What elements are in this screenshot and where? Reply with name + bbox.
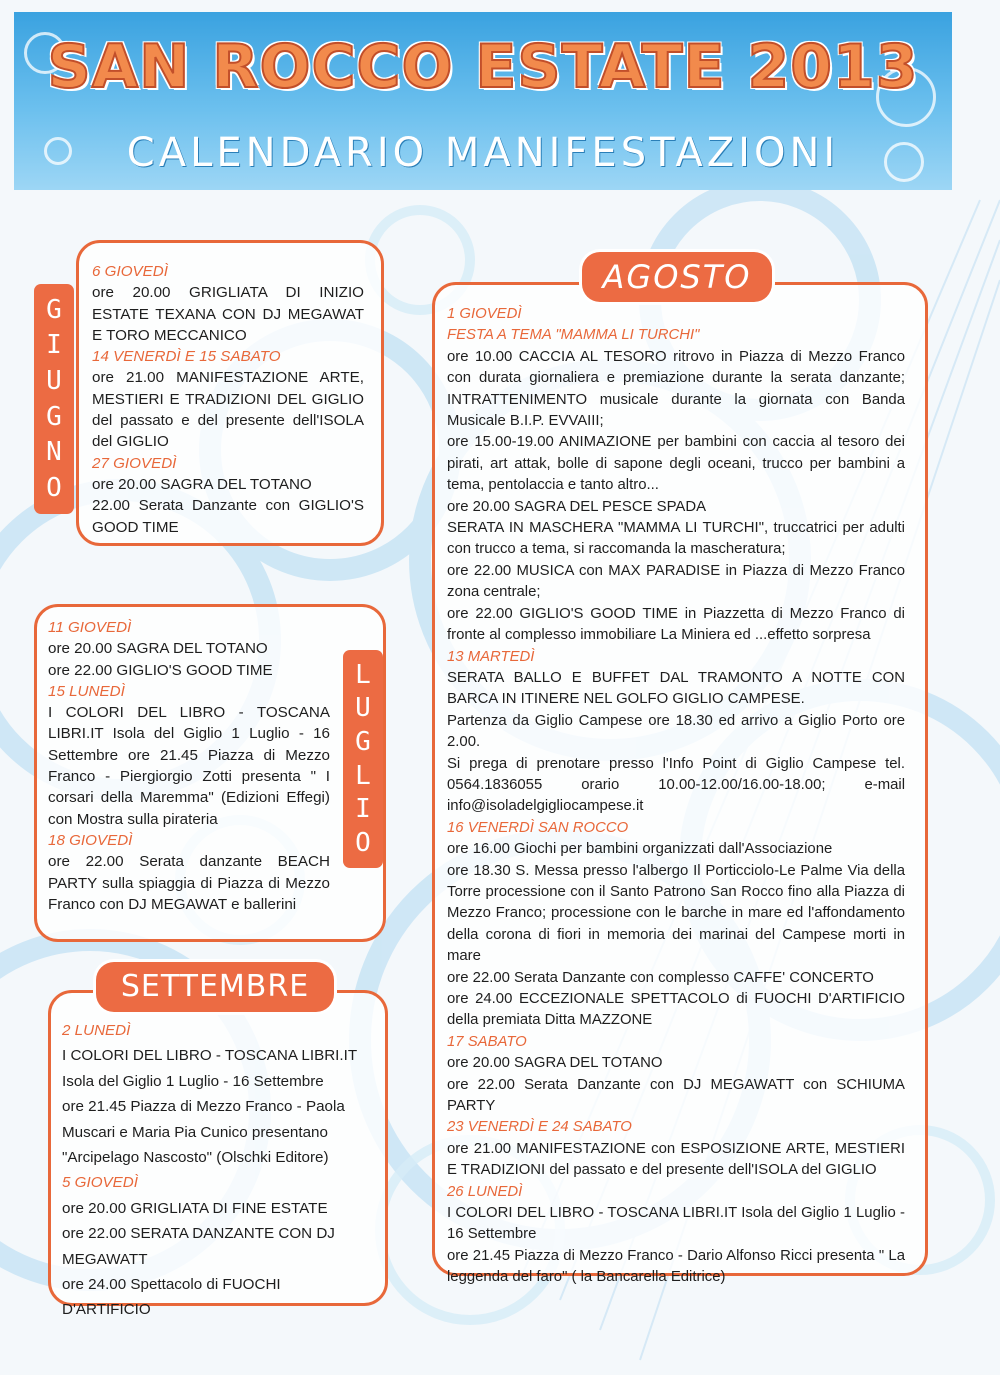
event-text: ore 22.00 GIGLIO'S GOOD TIME — [48, 661, 273, 679]
page-subtitle: CALENDARIO MANIFESTAZIONI — [126, 130, 840, 176]
event-text: ore 21.00 MANIFESTAZIONE con ESPOSIZIONE ARTE, MESTIERI E TRADIZIONI del passato e del presente dell'ISOLA del GIGLIO — [447, 1140, 905, 1179]
event-text: SERATA IN MASCHERA "MAMMA LI TURCHI", truccatrici per adulti con trucco a tema, si raccomanda la mascheratura; — [447, 520, 905, 558]
event-date: 13 MARTEDÌ — [447, 648, 535, 665]
agosto-events — [447, 304, 905, 1289]
event-date: 16 VENERDÌ SAN ROCCO — [447, 819, 629, 836]
event-text: ore 16.00 Giochi per bambini organizzati dall'Associazione — [447, 841, 833, 858]
event-date: 5 GIOVEDÌ — [62, 1174, 138, 1192]
event-text: ore 22.00 MUSICA con MAX PARADISE in Piazza di Mezzo Franco zona centrale; — [447, 562, 905, 601]
luglio-events — [48, 617, 330, 915]
event-date: 23 VENERDÌ E 24 SABATO — [447, 1119, 632, 1136]
event-date: 14 VENERDÌ E 15 SABATO — [92, 348, 281, 366]
event-date: 26 LUNEDÌ — [447, 1183, 523, 1200]
event-text: ore 22.00 Serata Danzante con DJ MEGAWATT con SCHIUMA PARTY — [447, 1076, 905, 1115]
event-date: 6 GIOVEDÌ — [92, 263, 168, 280]
giugno-events — [92, 261, 364, 538]
event-text: ore 22.00 GIGLIO'S GOOD TIME in Piazzetta di Mezzo Franco di fronte al complesso immobiliare La Miniera ed ...effetto sorpresa — [447, 605, 905, 644]
event-text: ore 22.00 SERATA DANZANTE CON DJ MEGAWATT — [62, 1225, 335, 1268]
event-text: ore 24.00 ECCEZIONALE SPETTACOLO di FUOCHI D'ARTIFICIO della premiata Ditta MAZZONE — [447, 991, 905, 1029]
event-date: 17 SABATO — [447, 1033, 527, 1050]
header-banner — [14, 12, 952, 190]
event-date: 27 GIOVEDÌ — [92, 454, 177, 472]
giugno-label: G I U G N O — [34, 284, 74, 514]
event-date: 2 LUNEDÌ — [62, 1022, 131, 1039]
event-text: ore 21.45 Piazza di Mezzo Franco - Paola Muscari e Maria Pia Cunico presentano "Arcipelago Nascosto" (Olschki Editore) — [62, 1098, 345, 1167]
event-text: ore 18.30 S. Messa presso l'albergo Il Porticciolo-Le Palme Via della Torre processione con il Santo Patrono San Rocco fino alla Piazza di Mezzo Franco; processione con le barche in mare ed l'affondamento della corona di fiori in memoria dei marinai del Campese morti in mare — [447, 862, 905, 965]
event-text: Isola del Giglio 1 Luglio - 16 Settembre — [62, 1072, 324, 1090]
event-text: SERATA BALLO E BUFFET DAL TRAMONTO A NOTTE CON BARCA IN ITINERE NEL GOLFO GIGLIO CAMPESE. — [447, 669, 905, 708]
event-date: 15 LUNEDÌ — [48, 682, 125, 700]
event-text: ore 21.45 Piazza di Mezzo Franco - Dario Alfonso Ricci presenta " La leggenda del faro" ( la Bancarella Editrice) — [447, 1247, 905, 1286]
agosto-label: AGOSTO — [582, 252, 772, 302]
event-text: ore 21.00 MANIFESTAZIONE ARTE, MESTIERI E TRADIZIONI DEL GIGLIO del passato e del presente dell'ISOLA del GIGLIO — [92, 369, 364, 451]
event-text: ore 20.00 SAGRA DEL TOTANO — [447, 1055, 663, 1072]
luglio-label: L U G L I O — [343, 650, 383, 868]
event-text: ore 10.00 CACCIA AL TESORO ritrovo in Piazza di Mezzo Franco con durata giornaliera e premiazione durante la serata danzante; INTRATTENIMENTO musicale durante la giornata con Banda Musicale B.I.P. EVVAIII; — [447, 348, 905, 430]
event-date: 1 GIOVEDÌ — [447, 306, 522, 322]
event-text: Si prega di prenotare presso l'Info Point di Giglio Campese tel. 0564.1836055 orario 10.00-12.00/16.00-18.00; e-mail info@isoladelgigliocampese.it — [447, 755, 905, 815]
event-text: 22.00 Serata Danzante con GIGLIO'S GOOD TIME — [92, 497, 364, 536]
event-text: ore 15.00-19.00 ANIMAZIONE per bambini con caccia al tesoro dei pirati, art attak, bolle di sapone degli oceani, trucco per bambini a tema, pentolaccia e tanto altro... — [447, 434, 905, 494]
event-text: ore 20.00 GRIGLIATA DI INIZIO ESTATE TEXANA CON DJ MEGAWAT E TORO MECCANICO — [92, 284, 364, 344]
event-text: ore 20.00 GRIGLIATA DI FINE ESTATE — [62, 1199, 328, 1217]
page-title: SAN ROCCO ESTATE 2013 — [47, 32, 919, 102]
event-date: 18 GIOVEDÌ — [48, 831, 133, 849]
event-text: ore 22.00 Serata danzante BEACH PARTY sulla spiaggia di Piazza di Mezzo Franco con DJ MEGAWAT e ballerini — [48, 853, 330, 913]
settembre-events — [62, 1018, 362, 1323]
event-text: ore 24.00 Spettacolo di FUOCHI D'ARTIFICIO — [62, 1276, 281, 1319]
event-text: I COLORI DEL LIBRO - TOSCANA LIBRI.IT — [62, 1047, 358, 1065]
event-text: ore 20.00 SAGRA DEL TOTANO — [92, 475, 312, 493]
event-text: I COLORI DEL LIBRO - TOSCANA LIBRI.IT Isola del Giglio 1 Luglio - 16 Settembre ore 21.45 Piazza di Mezzo Franco - Piergiorgio Zotti presenta " I corsari della Maremma" (Edizioni Effegi) con Mostra sulla pirateria — [48, 704, 330, 828]
event-text: I COLORI DEL LIBRO - TOSCANA LIBRI.IT Isola del Giglio 1 Luglio - 16 Settembre — [447, 1205, 905, 1243]
event-text: ore 20.00 SAGRA DEL TOTANO — [48, 640, 268, 658]
event-text: Partenza da Giglio Campese ore 18.30 ed arrivo a Giglio Porto ore 2.00. — [447, 712, 905, 751]
event-theme: FESTA A TEMA "MAMMA LI TURCHI" — [447, 327, 700, 344]
event-text: ore 22.00 Serata Danzante con complesso CAFFE' CONCERTO — [447, 969, 874, 986]
event-text: ore 20.00 SAGRA DEL PESCE SPADA — [447, 498, 707, 515]
event-date: 11 GIOVEDÌ — [48, 619, 132, 636]
settembre-label: SETTEMBRE — [96, 962, 334, 1012]
